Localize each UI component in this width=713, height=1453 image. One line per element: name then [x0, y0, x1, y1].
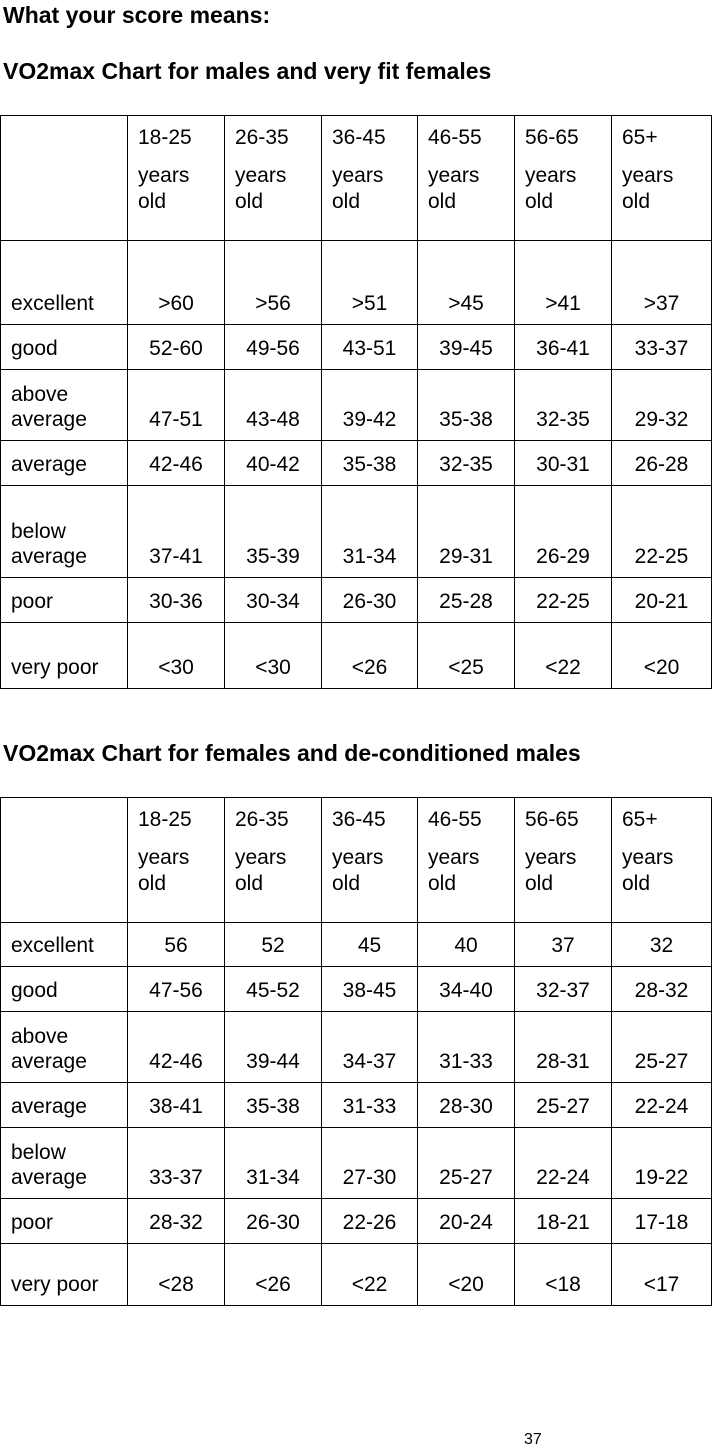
rating-label: poor [1, 578, 128, 623]
vo2max-value: 42-46 [128, 441, 225, 486]
vo2max-value: 30-36 [128, 578, 225, 623]
vo2max-value: 26-30 [225, 1199, 322, 1244]
age-range: 56-65 [525, 126, 579, 149]
vo2max-value: 38-45 [322, 967, 418, 1012]
vo2max-value: >37 [612, 241, 712, 325]
rating-label: above average [1, 370, 128, 441]
vo2max-value: 20-21 [612, 578, 712, 623]
vo2max-value: 25-27 [418, 1128, 515, 1199]
vo2max-value: 28-31 [515, 1012, 612, 1083]
vo2max-value: 35-39 [225, 486, 322, 578]
age-unit: years old [525, 164, 577, 213]
vo2max-value: <18 [515, 1244, 612, 1306]
vo2max-value: 20-24 [418, 1199, 515, 1244]
header-corner-cell [1, 116, 128, 241]
table-row [1, 325, 712, 370]
vo2max-value: 26-30 [322, 578, 418, 623]
table-row [1, 1012, 712, 1083]
rating-label: excellent [1, 923, 128, 967]
vo2max-value: >56 [225, 241, 322, 325]
age-unit: years old [428, 164, 480, 213]
vo2max-value: 35-38 [322, 441, 418, 486]
rating-label: good [1, 325, 128, 370]
age-column-header [225, 798, 322, 923]
age-unit: years old [525, 846, 577, 895]
vo2max-value: 33-37 [128, 1128, 225, 1199]
vo2max-value: 49-56 [225, 325, 322, 370]
vo2max-value: 37-41 [128, 486, 225, 578]
vo2max-value: 31-34 [225, 1128, 322, 1199]
vo2max-value: 30-34 [225, 578, 322, 623]
table-row [1, 1199, 712, 1244]
vo2max-value: 33-37 [612, 325, 712, 370]
age-column-header [128, 798, 225, 923]
age-range: 46-55 [428, 808, 482, 831]
vo2max-value: 22-24 [612, 1083, 712, 1128]
vo2max-value: <20 [612, 623, 712, 689]
vo2max-value: 31-33 [418, 1012, 515, 1083]
vo2max-table-males [0, 115, 712, 689]
rating-label: poor [1, 1199, 128, 1244]
vo2max-value: 39-44 [225, 1012, 322, 1083]
rating-label: above average [1, 1012, 128, 1083]
vo2max-value: 40-42 [225, 441, 322, 486]
age-unit: years old [622, 846, 674, 895]
vo2max-value: 42-46 [128, 1012, 225, 1083]
rating-label: below average [1, 1128, 128, 1199]
table-row [1, 1244, 712, 1306]
vo2max-value: 22-25 [515, 578, 612, 623]
age-range: 56-65 [525, 808, 579, 831]
age-range: 26-35 [235, 126, 289, 149]
vo2max-value: <17 [612, 1244, 712, 1306]
header-row [1, 116, 712, 241]
vo2max-value: 25-28 [418, 578, 515, 623]
vo2max-value: 34-40 [418, 967, 515, 1012]
age-range: 65+ [622, 808, 658, 831]
rating-label: average [1, 441, 128, 486]
vo2max-value: 22-25 [612, 486, 712, 578]
vo2max-value: <22 [322, 1244, 418, 1306]
table-1-title: VO2max Chart for males and very fit females [3, 58, 492, 84]
age-unit: years old [428, 846, 480, 895]
vo2max-value: 35-38 [418, 370, 515, 441]
vo2max-value: 36-41 [515, 325, 612, 370]
vo2max-value: 52 [225, 923, 322, 967]
vo2max-value: 32-35 [418, 441, 515, 486]
header-row [1, 798, 712, 923]
rating-label: good [1, 967, 128, 1012]
table-row [1, 967, 712, 1012]
vo2max-value: 35-38 [225, 1083, 322, 1128]
age-range: 36-45 [332, 808, 386, 831]
vo2max-value: 34-37 [322, 1012, 418, 1083]
vo2max-value: 32 [612, 923, 712, 967]
page-heading: What your score means: [3, 2, 271, 28]
table-row [1, 486, 712, 578]
vo2max-value: <26 [225, 1244, 322, 1306]
age-unit: years old [332, 846, 384, 895]
page-number: 37 [524, 1431, 542, 1448]
header-corner-cell [1, 798, 128, 923]
age-range: 18-25 [138, 126, 192, 149]
vo2max-value: 19-22 [612, 1128, 712, 1199]
table-row [1, 923, 712, 967]
vo2max-value: >60 [128, 241, 225, 325]
age-range: 26-35 [235, 808, 289, 831]
vo2max-value: 32-35 [515, 370, 612, 441]
rating-label: very poor [1, 1244, 128, 1306]
vo2max-value: 40 [418, 923, 515, 967]
vo2max-value: 29-31 [418, 486, 515, 578]
age-range: 36-45 [332, 126, 386, 149]
age-unit: years old [138, 164, 190, 213]
vo2max-value: 32-37 [515, 967, 612, 1012]
age-column-header [322, 798, 418, 923]
vo2max-table-females [0, 797, 712, 1306]
table-row [1, 623, 712, 689]
vo2max-value: 37 [515, 923, 612, 967]
vo2max-value: >51 [322, 241, 418, 325]
vo2max-value: 28-30 [418, 1083, 515, 1128]
vo2max-value: 22-26 [322, 1199, 418, 1244]
age-column-header [225, 116, 322, 241]
vo2max-value: 26-28 [612, 441, 712, 486]
vo2max-value: <28 [128, 1244, 225, 1306]
rating-label: below average [1, 486, 128, 578]
age-unit: years old [622, 164, 674, 213]
vo2max-value: 38-41 [128, 1083, 225, 1128]
vo2max-value: <26 [322, 623, 418, 689]
age-column-header [612, 798, 712, 923]
rating-label: average [1, 1083, 128, 1128]
age-unit: years old [235, 846, 287, 895]
vo2max-value: 28-32 [128, 1199, 225, 1244]
table-row [1, 441, 712, 486]
vo2max-value: 18-21 [515, 1199, 612, 1244]
table-row [1, 241, 712, 325]
vo2max-value: 45 [322, 923, 418, 967]
age-column-header [128, 116, 225, 241]
age-column-header [418, 798, 515, 923]
vo2max-value: 45-52 [225, 967, 322, 1012]
table-row [1, 1083, 712, 1128]
vo2max-value: 28-32 [612, 967, 712, 1012]
age-column-header [322, 116, 418, 241]
rating-label: very poor [1, 623, 128, 689]
age-column-header [515, 116, 612, 241]
vo2max-value: <20 [418, 1244, 515, 1306]
vo2max-value: 31-33 [322, 1083, 418, 1128]
vo2max-value: 27-30 [322, 1128, 418, 1199]
age-column-header [515, 798, 612, 923]
vo2max-value: 22-24 [515, 1128, 612, 1199]
vo2max-value: <22 [515, 623, 612, 689]
vo2max-value: 56 [128, 923, 225, 967]
vo2max-value: 17-18 [612, 1199, 712, 1244]
vo2max-value: 52-60 [128, 325, 225, 370]
age-unit: years old [235, 164, 287, 213]
vo2max-value: <30 [225, 623, 322, 689]
age-unit: years old [138, 846, 190, 895]
vo2max-value: 30-31 [515, 441, 612, 486]
vo2max-value: >45 [418, 241, 515, 325]
vo2max-value: <30 [128, 623, 225, 689]
table-2-title: VO2max Chart for females and de-conditioned males [3, 740, 581, 766]
vo2max-value: 29-32 [612, 370, 712, 441]
vo2max-value: 43-48 [225, 370, 322, 441]
vo2max-value: 31-34 [322, 486, 418, 578]
vo2max-value: 25-27 [515, 1083, 612, 1128]
vo2max-value: >41 [515, 241, 612, 325]
vo2max-value: 25-27 [612, 1012, 712, 1083]
age-range: 65+ [622, 126, 658, 149]
vo2max-value: <25 [418, 623, 515, 689]
vo2max-value: 39-42 [322, 370, 418, 441]
rating-label: excellent [1, 241, 128, 325]
vo2max-value: 43-51 [322, 325, 418, 370]
table-row [1, 1128, 712, 1199]
table-row [1, 370, 712, 441]
vo2max-value: 47-51 [128, 370, 225, 441]
age-column-header [418, 116, 515, 241]
age-unit: years old [332, 164, 384, 213]
age-range: 18-25 [138, 808, 192, 831]
vo2max-value: 39-45 [418, 325, 515, 370]
vo2max-value: 47-56 [128, 967, 225, 1012]
age-column-header [612, 116, 712, 241]
age-range: 46-55 [428, 126, 482, 149]
vo2max-value: 26-29 [515, 486, 612, 578]
table-row [1, 578, 712, 623]
